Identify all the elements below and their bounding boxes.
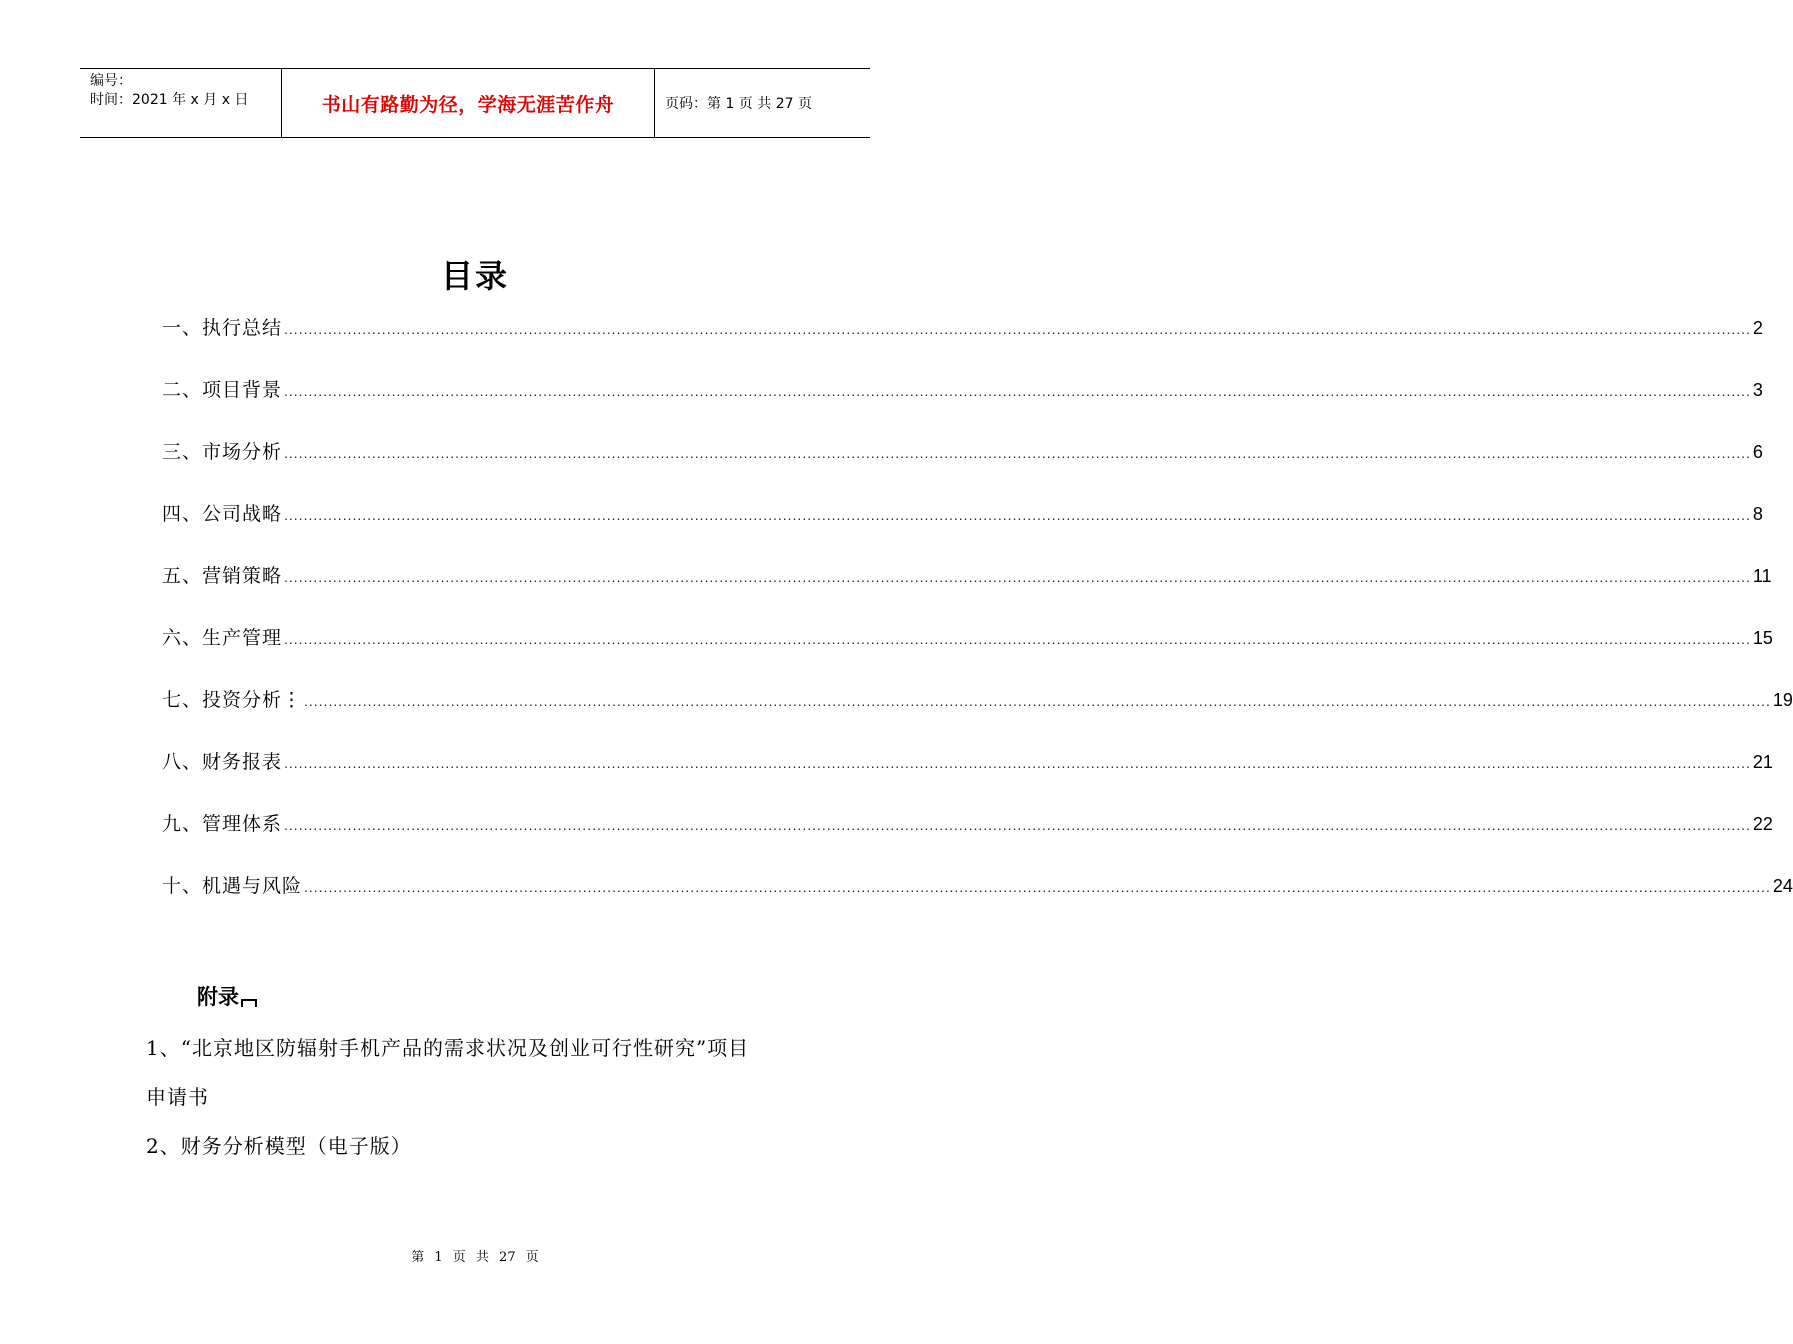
toc-leader-dots: ............................................................................................................................................................................................................................................................................................................ [284, 445, 1751, 461]
toc-entry[interactable] [162, 809, 1773, 871]
toc-entry-page: 21 [1752, 752, 1773, 772]
page-header [80, 68, 870, 138]
toc-leader-dots: ............................................................................................................................................................................................................................................................................................................ [284, 383, 1751, 399]
toc-entry-label: 二、项目背景 [162, 379, 283, 401]
toc-entry[interactable] [162, 499, 1763, 561]
toc-entry[interactable] [162, 871, 1793, 933]
header-meta [80, 69, 282, 137]
toc-entry[interactable] [162, 437, 1763, 499]
toc-entry-label: 一、执行总结 [162, 317, 283, 339]
page-footer: 第 1 页 共 27 页 [411, 1250, 539, 1265]
toc-entry[interactable] [162, 747, 1773, 809]
toc-entry-page: 24 [1772, 876, 1793, 896]
toc-entry[interactable] [162, 685, 1793, 747]
appendix-mark [241, 999, 257, 1007]
toc-entry-label: 五、营销策略 [162, 565, 283, 587]
toc-entry-page: 15 [1752, 628, 1773, 648]
toc-entry-page: 2 [1752, 318, 1763, 338]
toc-entry-label: 十、机遇与风险 [162, 875, 303, 897]
toc-entry-page: 11 [1752, 566, 1772, 586]
toc-title: 目录 [440, 257, 509, 295]
toc-entry[interactable] [162, 561, 1772, 623]
toc-entry[interactable] [162, 375, 1763, 437]
toc-leader-dots: ............................................................................................................................................................................................................................................................................................................ [284, 817, 1751, 833]
appendix-item-1-line-2: 申请书 [146, 1085, 209, 1109]
toc-leader-dots: ............................................................................................................................................................................................................................................................................................................ [284, 321, 1751, 337]
table-of-contents [162, 313, 1793, 933]
toc-leader-dots: ............................................................................................................................................................................................................................................................................................................ [284, 569, 1751, 585]
toc-entry-label: 四、公司战略 [162, 503, 283, 525]
toc-leader-dots: ............................................................................................................................................................................................................................................................................................................ [284, 755, 1751, 771]
header-motto: 书山有路勤为径，学海无涯苦作舟 [282, 69, 655, 137]
toc-entry-label: 八、财务报表 [162, 751, 283, 773]
toc-leader-dots: ............................................................................................................................................................................................................................................................................................................ [284, 507, 1751, 523]
toc-entry-label: 六、生产管理 [162, 627, 283, 649]
toc-leader-dots: ............................................................................................................................................................................................................................................................................................................ [304, 693, 1771, 709]
toc-entry-label: 七、投资分析⋮ [162, 689, 303, 711]
date-label: 时间：2021 年 x 月 x 日 [90, 92, 249, 108]
toc-entry-page: 6 [1752, 442, 1763, 462]
toc-entry-label: 九、管理体系 [162, 813, 283, 835]
number-label: 编号： [90, 73, 132, 89]
toc-entry-page: 19 [1772, 690, 1793, 710]
toc-entry-page: 8 [1752, 504, 1763, 524]
toc-entry-page: 3 [1752, 380, 1763, 400]
appendix-title [197, 981, 257, 1011]
appendix-item-1-line-1: 1、“北京地区防辐射手机产品的需求状况及创业可行性研究”项目 [146, 1036, 750, 1060]
header-page-info: 页码：第 1 页 共 27 页 [665, 96, 812, 112]
toc-leader-dots: ............................................................................................................................................................................................................................................................................................................ [304, 879, 1771, 895]
toc-entry[interactable] [162, 623, 1773, 685]
toc-entry-page: 22 [1752, 814, 1773, 834]
appendix-item-2: 2、财务分析模型（电子版） [146, 1134, 412, 1158]
toc-entry-label: 三、市场分析 [162, 441, 283, 463]
appendix-title-text: 附录 [197, 985, 239, 1009]
toc-leader-dots: ............................................................................................................................................................................................................................................................................................................ [284, 631, 1751, 647]
toc-entry[interactable] [162, 313, 1763, 375]
